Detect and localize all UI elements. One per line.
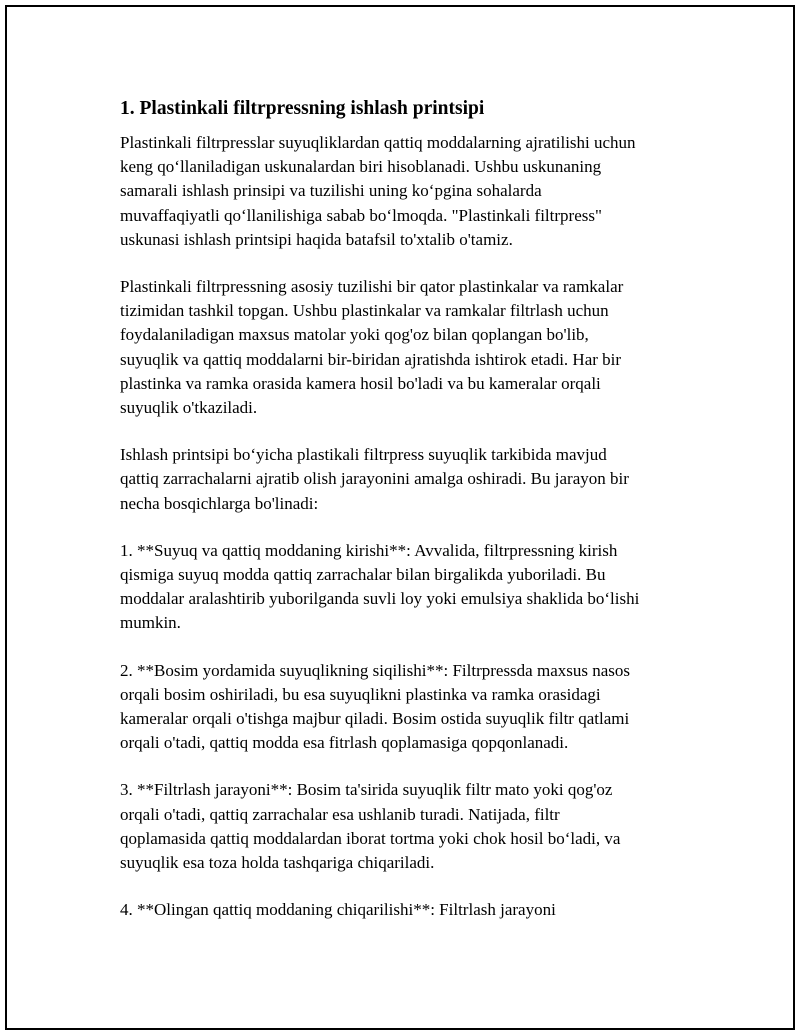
text-line: Plastinkali filtrpresslar suyuqliklardan qattiq moddalarning ajratilishi uchun xyxy=(120,133,636,152)
text-line: suyuqlik va qattiq moddalarni bir-biridan ajratishda ishtirok etadi. Har bir xyxy=(120,349,622,369)
text-line: orqali bosim oshiriladi, bu esa suyuqlikni plastinka va ramka orasidagi xyxy=(120,684,601,704)
text-line: Ishlash printsipi bo‘yicha plastikali filtrpress suyuqlik tarkibida mavjud xyxy=(120,445,607,465)
document-page xyxy=(5,5,795,1030)
text-line: Plastinkali filtrpressning asosiy tuzilishi bir qator plastinkalar va ramkalar xyxy=(120,277,624,297)
text-line: tizimidan tashkil topgan. Ushbu plastinkalar va ramkalar filtrlash uchun xyxy=(120,301,609,321)
text-line: necha bosqichlarga bo'linadi: xyxy=(120,493,319,513)
text-line: keng qo‘llaniladigan uskunalardan biri hisoblanadi. Ushbu uskunaning xyxy=(120,157,602,177)
text-line: 1. **Suyuq va qattiq moddaning kirishi**: Avvalida, filtrpressning kirish xyxy=(120,540,618,560)
text-line: 2. **Bosim yordamida suyuqlikning siqilishi**: Filtrpressda maxsus nasos xyxy=(120,660,630,680)
paragraph-step-3 xyxy=(120,778,685,875)
paragraph-principle xyxy=(120,443,685,516)
paragraph-step-1 xyxy=(120,539,685,636)
text-line: suyuqlik o'tkaziladi. xyxy=(120,398,258,418)
text-line: moddalar aralashtirib yuborilganda suvli loy yoki emulsiya shaklida bo‘lishi xyxy=(120,589,640,609)
text-line: plastinka va ramka orasida kamera hosil bo'ladi va bu kameralar orqali xyxy=(120,373,601,393)
text-line: samarali ishlash prinsipi va tuzilishi uning ko‘pgina sohalarda xyxy=(120,181,542,201)
text-line: mumkin. xyxy=(120,613,181,633)
text-line: 3. **Filtrlash jarayoni**: Bosim ta'sirida suyuqlik filtr mato yoki qog'oz xyxy=(120,780,613,800)
paragraph-step-4 xyxy=(120,898,685,922)
text-line: orqali o'tadi, qattiq zarrachalar esa ushlanib turadi. Natijada, filtr xyxy=(120,804,560,824)
paragraph-intro xyxy=(120,131,685,252)
text-line: 4. **Olingan qattiq moddaning chiqarilishi**: Filtrlash jarayoni xyxy=(120,900,556,920)
text-line: orqali o'tadi, qattiq modda esa fitrlash qoplamasiga qopqonlanadi. xyxy=(120,733,569,753)
text-line: qoplamasida qattiq moddalardan iborat tortma yoki chok hosil bo‘ladi, va xyxy=(120,828,621,848)
section-heading: 1. Plastinkali filtrpressning ishlash printsipi xyxy=(120,98,485,119)
text-line: muvaffaqiyatli qo‘llanilishiga sabab bo‘lmoqda. "Plastinkali filtrpress" xyxy=(120,205,602,225)
text-line: suyuqlik esa toza holda tashqariga chiqariladi. xyxy=(120,853,435,873)
text-line: kameralar orqali o'tishga majbur qiladi. Bosim ostida suyuqlik filtr qatlami xyxy=(120,709,630,729)
paragraph-step-2 xyxy=(120,659,685,756)
document-content xyxy=(120,95,685,945)
paragraph-structure xyxy=(120,275,685,420)
text-line: qattiq zarrachalarni ajratib olish jarayonini amalga oshiradi. Bu jarayon bir xyxy=(120,469,629,489)
text-line: foydalaniladigan maxsus matolar yoki qog'oz bilan qoplangan bo'lib, xyxy=(120,325,589,345)
text-line: qismiga suyuq modda qattiq zarrachalar bilan birgalikda yuboriladi. Bu xyxy=(120,565,606,585)
text-line: uskunasi ishlash printsipi haqida batafsil to'xtalib o'tamiz. xyxy=(120,229,513,249)
